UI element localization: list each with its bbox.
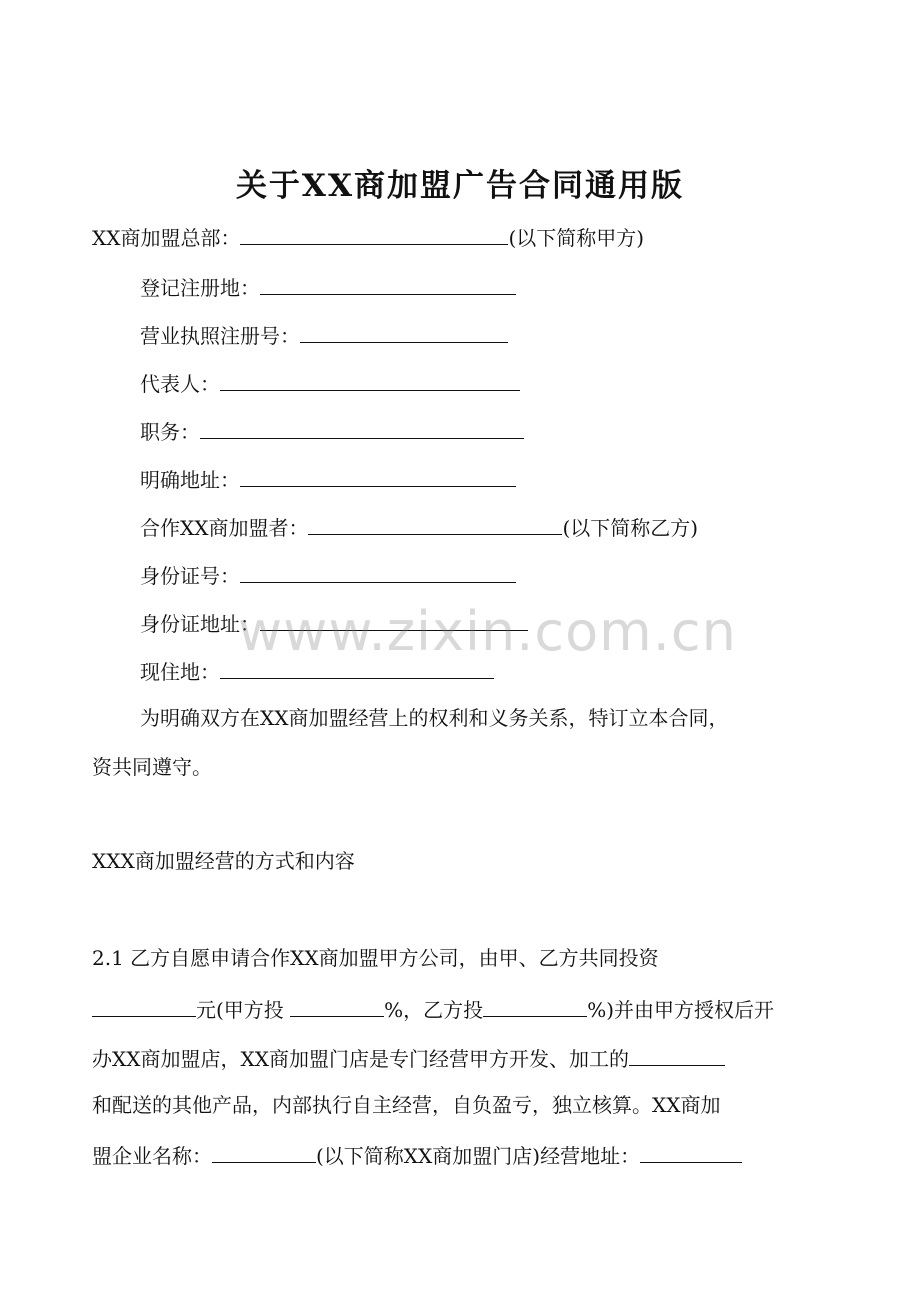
address-label: 明确地址： <box>140 468 240 492</box>
enterprise-name-blank <box>212 1143 316 1163</box>
id-number-label: 身份证号： <box>140 564 240 588</box>
representative-line <box>140 371 520 394</box>
id-number-blank <box>240 563 516 583</box>
clause-2-1-line-3 <box>92 1046 725 1069</box>
license-number-label: 营业执照注册号： <box>140 324 300 348</box>
preamble-line-2: 资共同遵守。 <box>92 755 212 779</box>
party-b-label: 合作XX商加盟者： <box>140 516 309 540</box>
position-line <box>140 419 524 442</box>
current-address-line <box>140 659 494 682</box>
preamble-line-1: 为明确双方在XX商加盟经营上的权利和义务关系，特订立本合同， <box>140 706 729 730</box>
party-b-share-blank <box>483 997 587 1017</box>
party-b-suffix: (以下简称乙方) <box>562 516 699 540</box>
clause-2-1-line-4: 和配送的其他产品，内部执行自主经营，自负盈亏，独立核算。XX商加 <box>92 1093 721 1117</box>
party-a-share-blank <box>290 997 384 1017</box>
clause-2-1-line-5-b: (以下简称XX商加盟门店)经营地址： <box>316 1144 641 1168</box>
clause-2-1-line-5-a: 盟企业名称： <box>92 1144 212 1168</box>
document-title: 关于XX商加盟广告合同通用版 <box>235 168 685 204</box>
clause-2-1-line-2 <box>92 997 774 1020</box>
id-address-label: 身份证地址： <box>140 612 260 636</box>
clause-2-1-line-2-c: %)并由甲方授权后开 <box>587 998 774 1022</box>
position-label: 职务： <box>140 420 200 444</box>
clause-2-1-line-1: 2.1 乙方自愿申请合作XX商加盟甲方公司，由甲、乙方共同投资 <box>92 946 659 970</box>
representative-blank <box>220 371 520 391</box>
address-line <box>140 467 516 490</box>
party-a-line <box>92 225 644 248</box>
current-address-blank <box>220 659 494 679</box>
registration-place-line <box>140 275 516 298</box>
representative-label: 代表人： <box>140 372 220 396</box>
current-address-label: 现住地： <box>140 660 220 684</box>
clause-2-1-line-3-text: 办XX商加盟店，XX商加盟门店是专门经营甲方开发、加工的 <box>92 1047 629 1071</box>
registration-place-label: 登记注册地： <box>140 276 260 300</box>
investment-amount-blank <box>92 997 196 1017</box>
address-blank <box>240 467 516 487</box>
party-b-blank <box>308 515 562 535</box>
id-address-blank <box>260 611 528 631</box>
party-b-line <box>140 515 698 538</box>
license-number-line <box>140 323 508 346</box>
clause-2-1-line-2-a: 元(甲方投 <box>196 998 291 1022</box>
id-address-line <box>140 611 528 634</box>
product-blank <box>629 1046 725 1066</box>
registration-place-blank <box>260 275 516 295</box>
party-a-suffix: (以下简称甲方) <box>508 226 645 250</box>
party-a-blank <box>240 225 508 245</box>
watermark: www.zixin.com.cn <box>238 600 737 663</box>
license-number-blank <box>300 323 508 343</box>
clause-2-1-line-5 <box>92 1143 742 1166</box>
business-address-blank <box>640 1143 742 1163</box>
party-a-label: XX商加盟总部： <box>92 226 241 250</box>
clause-2-1-line-2-b: %，乙方投 <box>384 998 484 1022</box>
position-blank <box>200 419 524 439</box>
id-number-line <box>140 563 516 586</box>
section-heading: XXX商加盟经营的方式和内容 <box>92 849 355 873</box>
